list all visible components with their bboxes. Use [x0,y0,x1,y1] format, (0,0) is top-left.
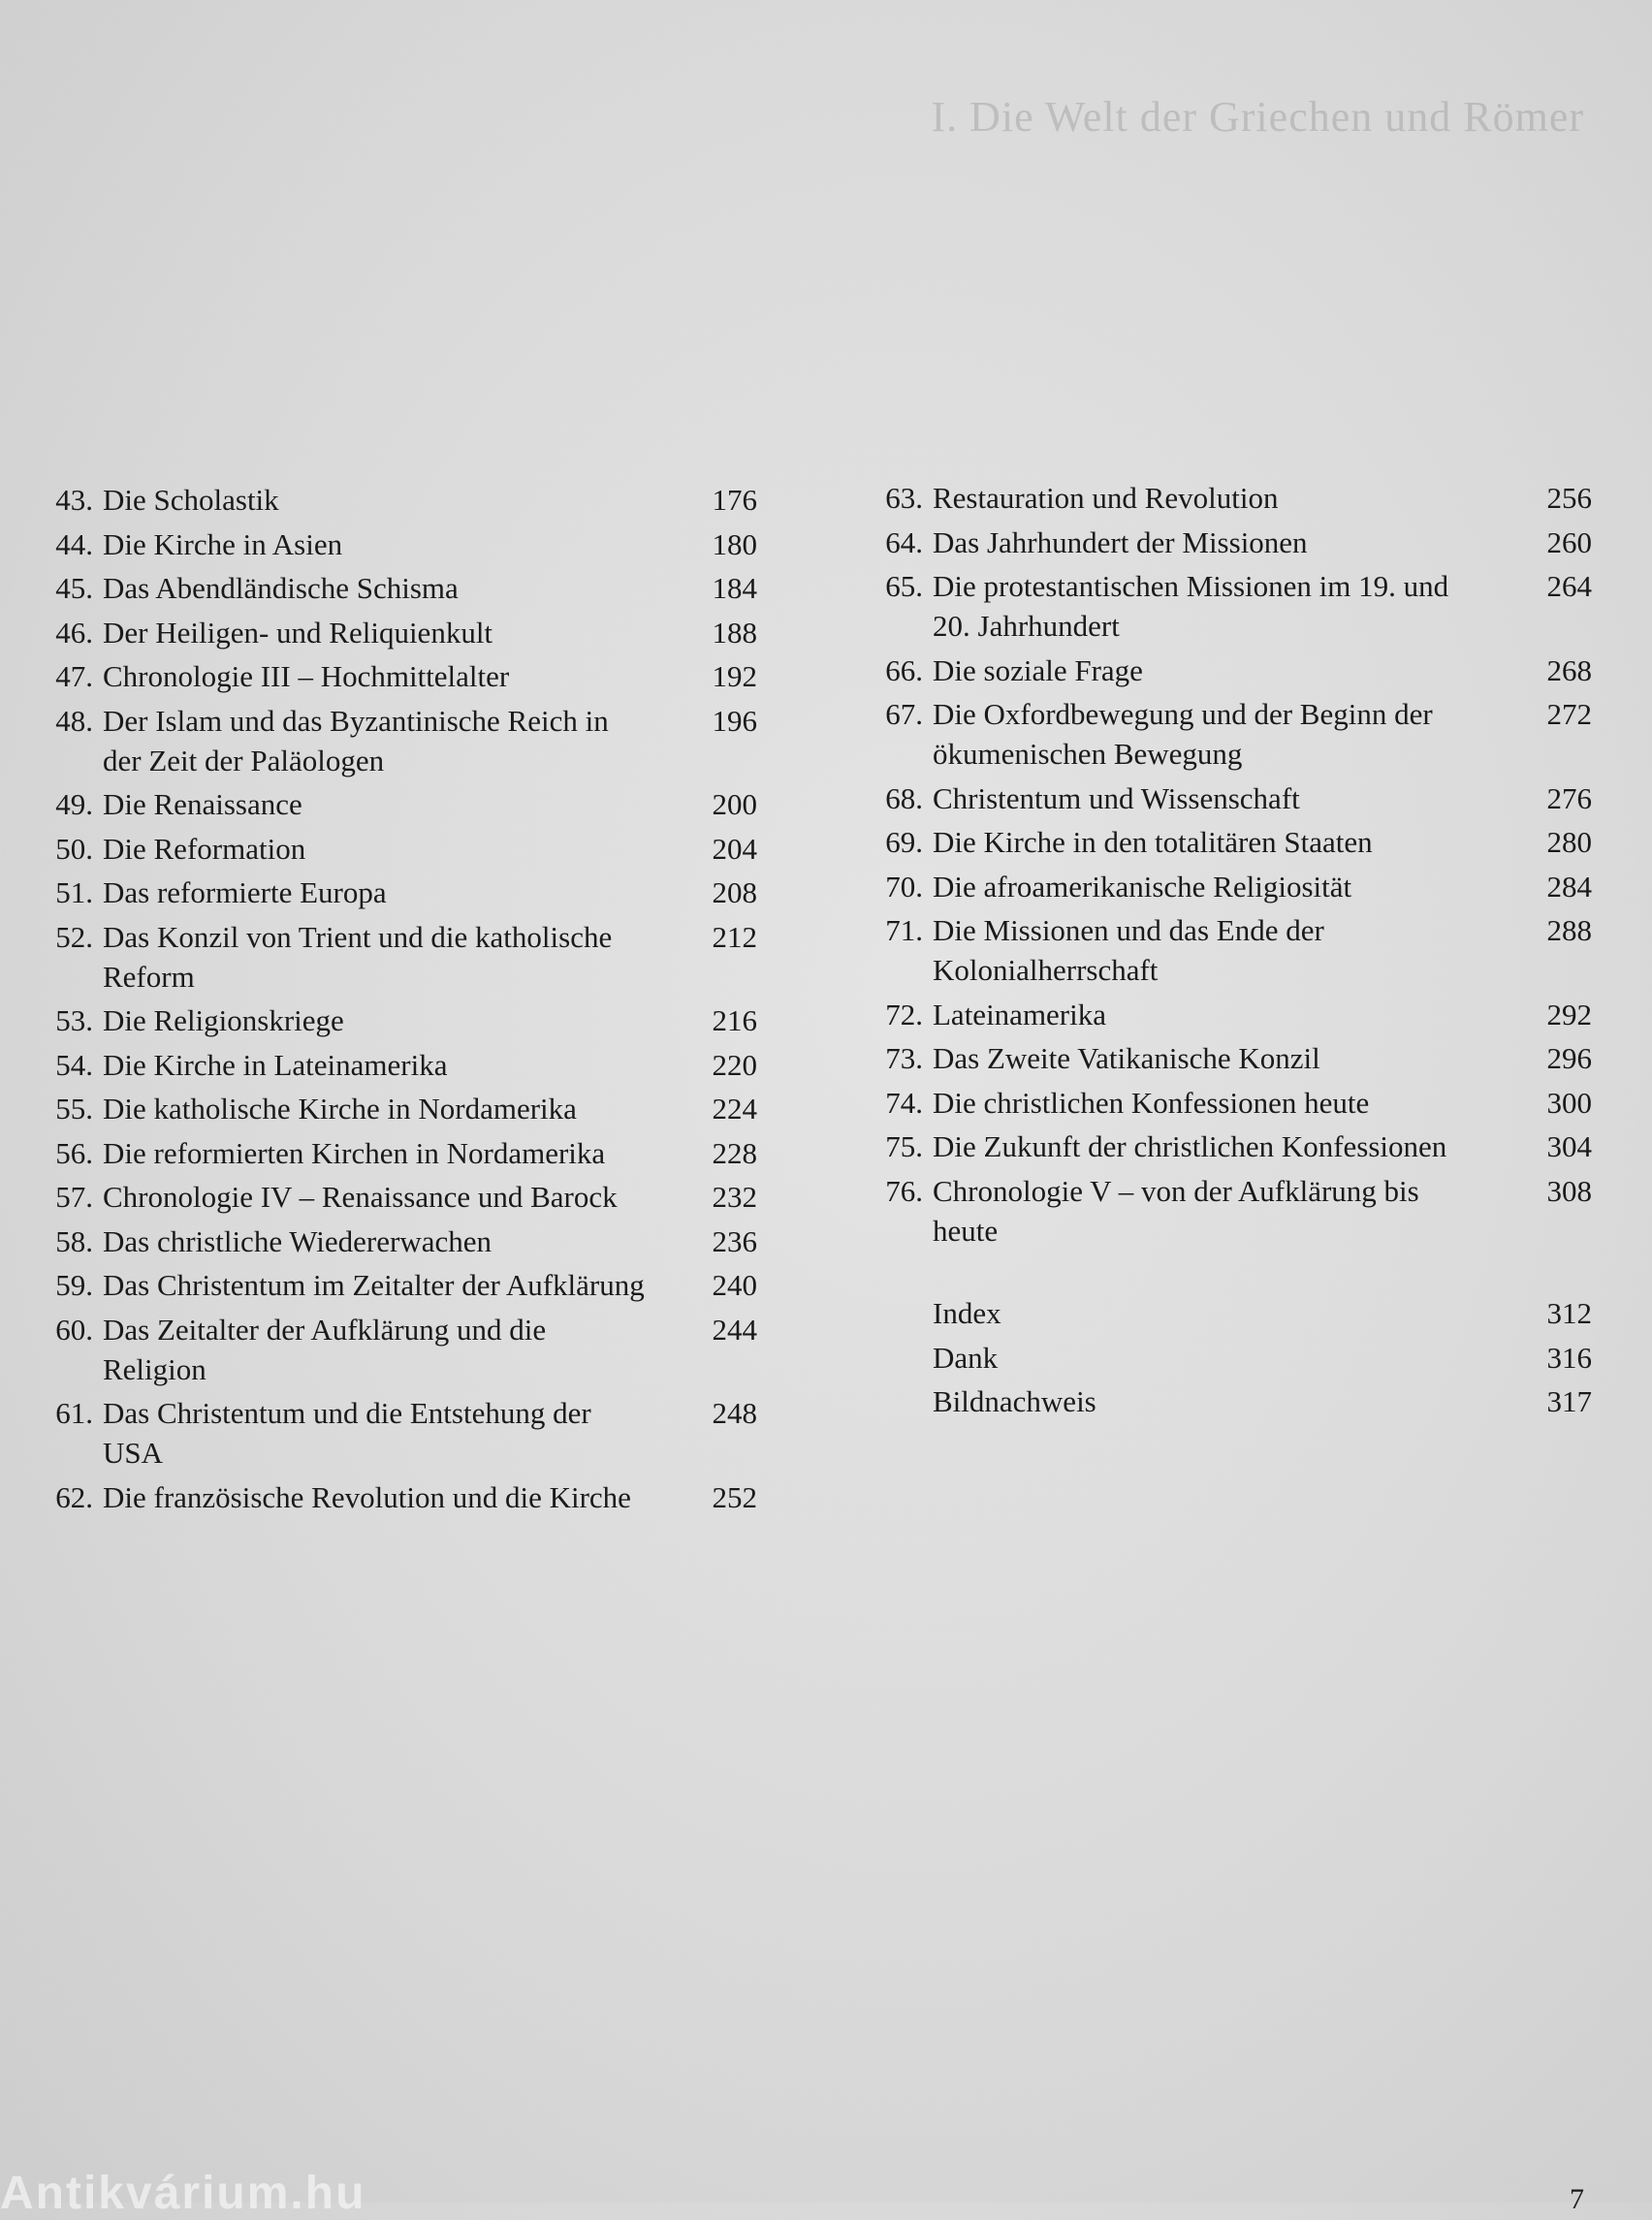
entry-title: Der Islam und das Byzantinische Reich in der Zeit der Paläologen [103,703,609,777]
entry-number: 54. [55,1047,93,1082]
entry-title: Die protestantischen Missionen im 19. und 20. Jahrhundert [933,569,1449,643]
toc-entry-index [865,1293,1592,1338]
toc-entry [35,1393,757,1477]
page-number: 7 [1570,2183,1584,2215]
entry-title: Lateinamerika [933,997,1107,1031]
entry-title: Die Scholastik [103,483,279,517]
entry-page: 188 [712,615,757,650]
toc-entry [35,917,757,1001]
entry-number: 61. [55,1396,93,1430]
entry-page: 300 [1546,1085,1592,1120]
entry-page: 316 [1546,1340,1592,1375]
entry-number: 76. [885,1173,923,1208]
entry-title: Die französische Revolution und die Kirche [103,1479,631,1514]
entry-page: 264 [1546,569,1592,603]
toc-entry [35,480,757,524]
toc-entry [35,1089,757,1133]
watermark: Antikvárium.hu [0,2168,366,2219]
entry-number: 65. [885,569,923,603]
entry-page: 224 [712,1092,757,1126]
toc-right-column [865,478,1592,1426]
entry-title: Die christlichen Konfessionen heute [933,1085,1370,1120]
entry-title: Dank [933,1340,999,1375]
entry-page: 196 [712,703,757,738]
entry-number: 60. [55,1312,93,1347]
entry-number: 64. [885,524,923,559]
entry-page: 272 [1546,697,1592,731]
entry-page: 232 [712,1180,757,1214]
toc-entry [865,1171,1592,1255]
toc-entry [35,829,757,873]
entry-title: Die Reformation [103,831,306,866]
entry-page: 204 [712,831,757,866]
entry-number: 67. [885,697,923,731]
toc-entry [35,1310,757,1394]
entry-title: Die Missionen und das Ende der Kolonialherrschaft [933,913,1324,987]
entry-number: 45. [55,571,93,605]
entry-page: 288 [1546,913,1592,947]
entry-number: 63. [885,481,923,515]
toc-entry [35,613,757,657]
entry-number: 68. [885,780,923,815]
toc-entry [35,1133,757,1178]
entry-title: Bildnachweis [933,1384,1096,1418]
toc-entry [865,867,1592,911]
entry-number: 66. [885,652,923,687]
toc-entry-dank [865,1338,1592,1382]
entry-title: Das christliche Wiedererwachen [103,1223,492,1258]
entry-number: 50. [55,831,93,866]
entry-page: 296 [1546,1041,1592,1075]
toc-entry [35,872,757,917]
entry-number: 71. [885,913,923,947]
entry-title: Index [933,1296,1001,1330]
entry-page: 317 [1546,1384,1592,1418]
entry-title: Der Heiligen- und Reliquienkult [103,615,493,650]
entry-page: 216 [712,1003,757,1037]
entry-title: Chronologie IV – Renaissance und Barock [103,1180,618,1214]
entry-number: 59. [55,1268,93,1302]
toc-back-matter [865,1293,1592,1426]
entry-page: 280 [1546,825,1592,859]
toc-entry [865,478,1592,523]
entry-page: 312 [1546,1296,1592,1330]
entry-number: 43. [55,483,93,517]
entry-number: 69. [885,825,923,859]
toc-entry [865,778,1592,823]
entry-title: Die katholische Kirche in Nordamerika [103,1092,577,1126]
toc-entry [35,784,757,829]
entry-title: Das reformierte Europa [103,875,387,909]
entry-page: 220 [712,1047,757,1082]
entry-page: 268 [1546,652,1592,687]
entry-title: Das Christentum und die Entstehung der USA [103,1396,591,1470]
entry-page: 292 [1546,997,1592,1031]
entry-page: 244 [712,1312,757,1347]
entry-title: Das Zeitalter der Aufklärung und die Religion [103,1312,547,1386]
entry-title: Die Kirche in Asien [103,526,343,561]
entry-page: 200 [712,787,757,821]
toc-entry [865,694,1592,778]
entry-number: 47. [55,659,93,693]
entry-page: 260 [1546,524,1592,559]
entry-page: 252 [712,1479,757,1514]
entry-number: 46. [55,615,93,650]
entry-title: Die Kirche in den totalitären Staaten [933,825,1373,859]
entry-number: 57. [55,1180,93,1214]
toc-entry [865,650,1592,695]
entry-title: Die Renaissance [103,787,302,821]
entry-number: 72. [885,997,923,1031]
toc-entry [865,1038,1592,1083]
entry-title: Die reformierten Kirchen in Nordamerika [103,1135,606,1170]
entry-number: 70. [885,869,923,904]
toc-entry [35,1265,757,1310]
toc-entry [35,656,757,701]
entry-number: 73. [885,1041,923,1075]
entry-title: Die Oxfordbewegung und der Beginn der ökumenischen Bewegung [933,697,1433,771]
entry-page: 208 [712,875,757,909]
entry-page: 240 [712,1268,757,1302]
entry-page: 228 [712,1135,757,1170]
entry-number: 53. [55,1003,93,1037]
toc-entry [35,1477,757,1522]
entry-page: 276 [1546,780,1592,815]
toc-entry [35,1221,757,1266]
entry-number: 49. [55,787,93,821]
entry-page: 236 [712,1223,757,1258]
toc-entry [35,568,757,613]
entry-title: Die afroamerikanische Religiosität [933,869,1352,904]
toc-entry [35,701,757,785]
entry-number: 56. [55,1135,93,1170]
entry-title: Restauration und Revolution [933,481,1279,515]
toc-entry [865,1083,1592,1127]
toc-entry [865,566,1592,650]
entry-title: Die soziale Frage [933,652,1143,687]
toc-entry [35,1045,757,1090]
toc-entry [35,1177,757,1221]
entry-page: 184 [712,571,757,605]
toc-entry [35,1000,757,1045]
entry-number: 55. [55,1092,93,1126]
entry-title: Chronologie III – Hochmittelalter [103,659,510,693]
entry-title: Christentum und Wissenschaft [933,780,1300,815]
entry-page: 304 [1546,1129,1592,1163]
entry-title: Die Zukunft der christlichen Konfessionen [933,1129,1447,1163]
toc-entry [865,822,1592,867]
entry-page: 192 [712,659,757,693]
entry-title: Das Jahrhundert der Missionen [933,524,1308,559]
entry-page: 284 [1546,869,1592,904]
toc-entry [865,910,1592,995]
entry-number: 75. [885,1129,923,1163]
entry-number: 51. [55,875,93,909]
entry-page: 176 [712,483,757,517]
entry-number: 52. [55,919,93,954]
entry-title: Chronologie V – von der Aufklärung bis heute [933,1173,1419,1248]
entry-title: Das Zweite Vatikanische Konzil [933,1041,1320,1075]
entry-number: 58. [55,1223,93,1258]
entry-page: 180 [712,526,757,561]
entry-title: Die Religionskriege [103,1003,344,1037]
entry-title: Das Abendländische Schisma [103,571,459,605]
entry-title: Das Konzil von Trient und die katholische Reform [103,919,613,994]
toc-entry [865,523,1592,567]
toc-left-column [35,480,757,1521]
entry-number: 44. [55,526,93,561]
entry-page: 212 [712,919,757,954]
entry-title: Das Christentum im Zeitalter der Aufklärung [103,1268,645,1302]
entry-number: 62. [55,1479,93,1514]
entry-page: 256 [1546,481,1592,515]
entry-page: 308 [1546,1173,1592,1208]
toc-entry [35,524,757,569]
entry-title: Die Kirche in Lateinamerika [103,1047,448,1082]
toc-entry [865,1126,1592,1171]
entry-page: 248 [712,1396,757,1430]
toc-entry [865,995,1592,1039]
entry-number: 74. [885,1085,923,1120]
toc-entry-bildnachweis [865,1381,1592,1426]
entry-number: 48. [55,703,93,738]
bleed-through-header: I. Die Welt der Griechen und Römer [931,93,1584,141]
